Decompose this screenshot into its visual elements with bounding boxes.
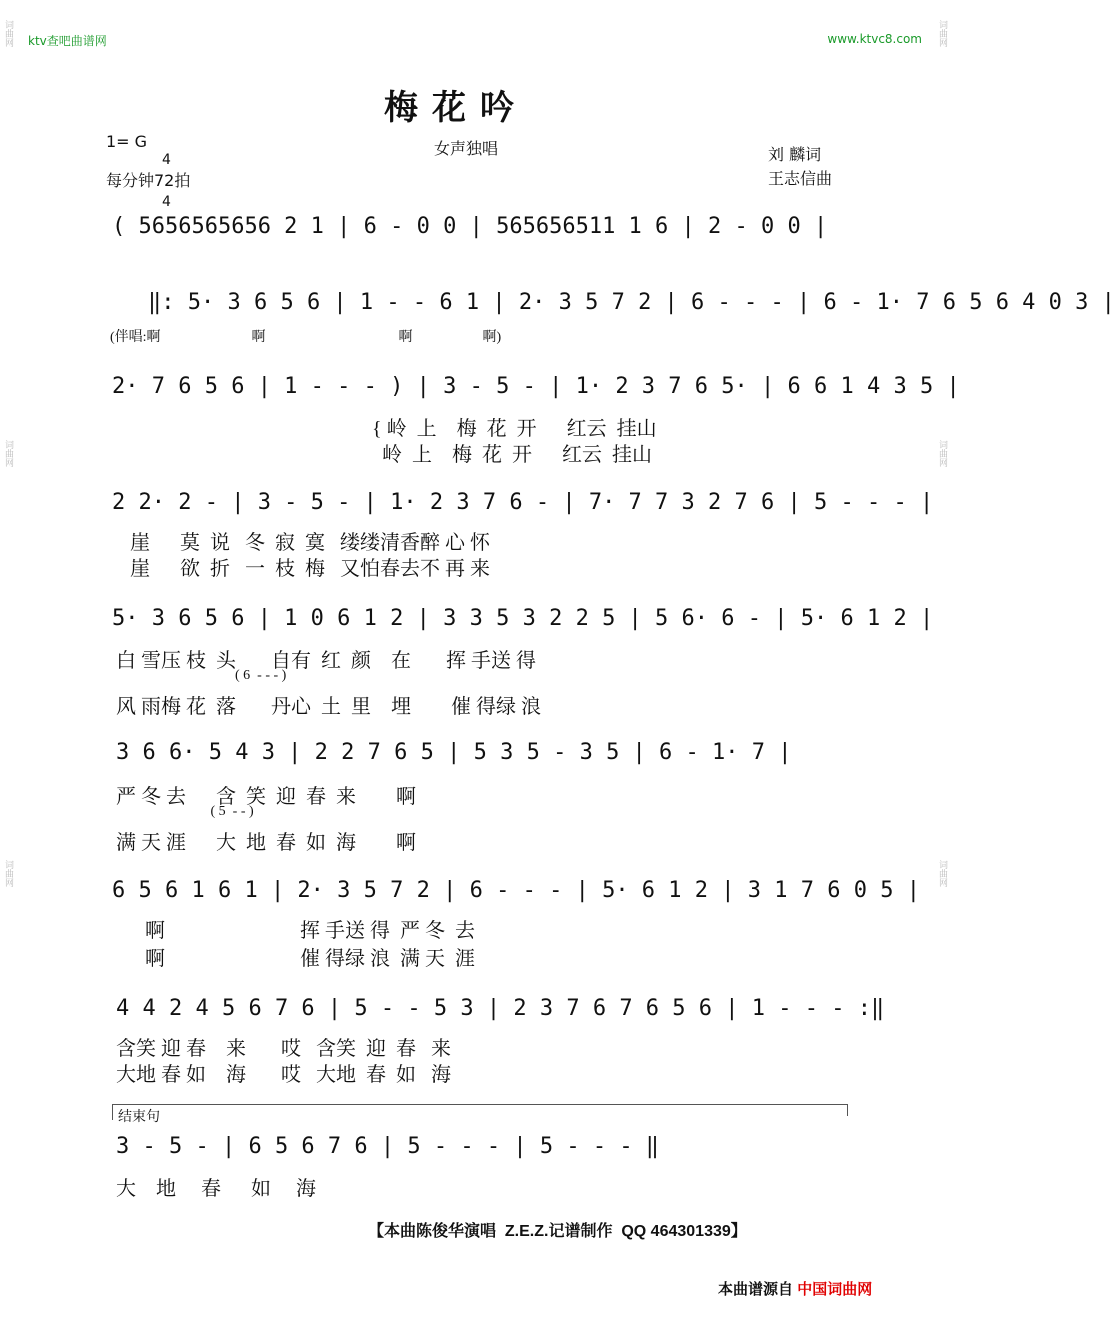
staff-row: ‖: 5· 3 6 5 6 | 1 - - 6 1 | 2· 3 5 7 2 | 6 - - - | 6 - 1· 7 6 5 6 4 0 3 | bbox=[148, 290, 1115, 315]
key-signature: 1= G bbox=[106, 132, 148, 151]
lyrics-line: 岭 上 梅 花 开 红云 挂山 bbox=[372, 444, 652, 466]
top-right-watermark: www.ktvc8.com bbox=[827, 32, 922, 46]
time-signature-top: 4 bbox=[162, 152, 171, 168]
volta-bracket bbox=[112, 1104, 848, 1105]
side-watermark-text: 词曲网 bbox=[3, 440, 13, 467]
volta-label: 结束句 bbox=[118, 1109, 160, 1125]
side-watermark-text: 词曲网 bbox=[3, 860, 13, 887]
lyrics-line: (伴唱:啊 啊 啊 啊) bbox=[110, 330, 502, 345]
lyrics-line: ( 5 - - ) bbox=[116, 804, 254, 819]
lyrics-line: 白 雪压 枝 头 自有 红 颜 在 挥 手送 得 bbox=[116, 650, 536, 672]
volta-bracket-edge bbox=[112, 1104, 113, 1120]
lyrics-line: { 岭 上 梅 花 开 红云 挂山 bbox=[372, 418, 657, 440]
lyrics-line: 含笑 迎 春 来 哎 含笑 迎 春 来 bbox=[116, 1038, 451, 1060]
right-side-watermark bbox=[936, 0, 950, 1325]
source-line bbox=[718, 1278, 872, 1299]
lyrics-line: 崖 莫 说 冬 寂 寞 缕缕清香醉 心 怀 bbox=[130, 532, 490, 554]
source-site: 中国词曲网 bbox=[797, 1281, 873, 1298]
lyrics-line: 满 天 涯 大 地 春 如 海 啊 bbox=[116, 832, 416, 854]
side-watermark-text: 词曲网 bbox=[3, 20, 13, 47]
staff-row: 6 5 6 1 6 1 | 2· 3 5 7 2 | 6 - - - | 5· 6 1 2 | 3 1 7 6 0 5 | bbox=[112, 878, 920, 903]
performance-type: 女声独唱 bbox=[434, 139, 499, 158]
volta-bracket-edge bbox=[847, 1104, 848, 1116]
composer: 王志信曲 bbox=[768, 169, 833, 188]
song-title: 梅花吟 bbox=[384, 88, 528, 128]
staff-row: 3 - 5 - | 6 5 6 7 6 | 5 - - - | 5 - - - ‖ bbox=[116, 1134, 660, 1159]
lyrics-line: ( 6 - - - ) bbox=[116, 668, 287, 683]
arrangement-credit: 【本曲陈俊华演唱 Z.E.Z.记谱制作 QQ 464301339】 bbox=[368, 1223, 747, 1240]
tempo-marking: 每分钟72拍 bbox=[106, 171, 191, 190]
staff-row: 5· 3 6 5 6 | 1 0 6 1 2 | 3 3 5 3 2 2 5 | 5 6· 6 - | 5· 6 1 2 | bbox=[112, 606, 934, 631]
time-signature-bottom: 4 bbox=[162, 194, 171, 210]
lyrics-line: 大地 春 如 海 哎 大地 春 如 海 bbox=[116, 1064, 451, 1086]
side-watermark-text: 词曲网 bbox=[937, 20, 947, 47]
side-watermark-text: 词曲网 bbox=[937, 440, 947, 467]
lyrics-line: 严 冬 去 含 笑 迎 春 来 啊 bbox=[116, 786, 416, 808]
lyrics-line: 大 地 春 如 海 bbox=[116, 1178, 316, 1200]
left-side-watermark bbox=[2, 0, 16, 1325]
side-watermark-text: 词曲网 bbox=[937, 860, 947, 887]
lyrics-line: 啊 催 得绿 浪 满 天 涯 bbox=[120, 948, 475, 970]
lyrics-line: 崖 欲 折 一 枝 梅 又怕春去不 再 来 bbox=[130, 558, 490, 580]
staff-row: 2 2· 2 - | 3 - 5 - | 1· 2 3 7 6 - | 7· 7 7 3 2 7 6 | 5 - - - | bbox=[112, 490, 934, 515]
staff-row: ( 5656565656 2 1 | 6 - 0 0 | 565656511 1 6 | 2 - 0 0 | bbox=[112, 214, 828, 239]
top-left-watermark: ktv查吧曲谱网 bbox=[28, 34, 107, 48]
lyricist: 刘 麟词 bbox=[768, 145, 822, 164]
staff-row: 4 4 2 4 5 6 7 6 | 5 - - 5 3 | 2 3 7 6 7 6 5 6 | 1 - - - :‖ bbox=[116, 996, 885, 1021]
staff-row: 3 6 6· 5 4 3 | 2 2 7 6 5 | 5 3 5 - 3 5 | 6 - 1· 7 | bbox=[116, 740, 792, 765]
source-label: 本曲谱源自 bbox=[718, 1281, 794, 1298]
staff-row: 2· 7 6 5 6 | 1 - - - ) | 3 - 5 - | 1· 2 3 7 6 5· | 6 6 1 4 3 5 | bbox=[112, 374, 960, 399]
lyrics-line: 风 雨梅 花 落 丹心 土 里 埋 催 得绿 浪 bbox=[116, 696, 541, 718]
lyrics-line: 啊 挥 手送 得 严 冬 去 bbox=[120, 920, 475, 942]
